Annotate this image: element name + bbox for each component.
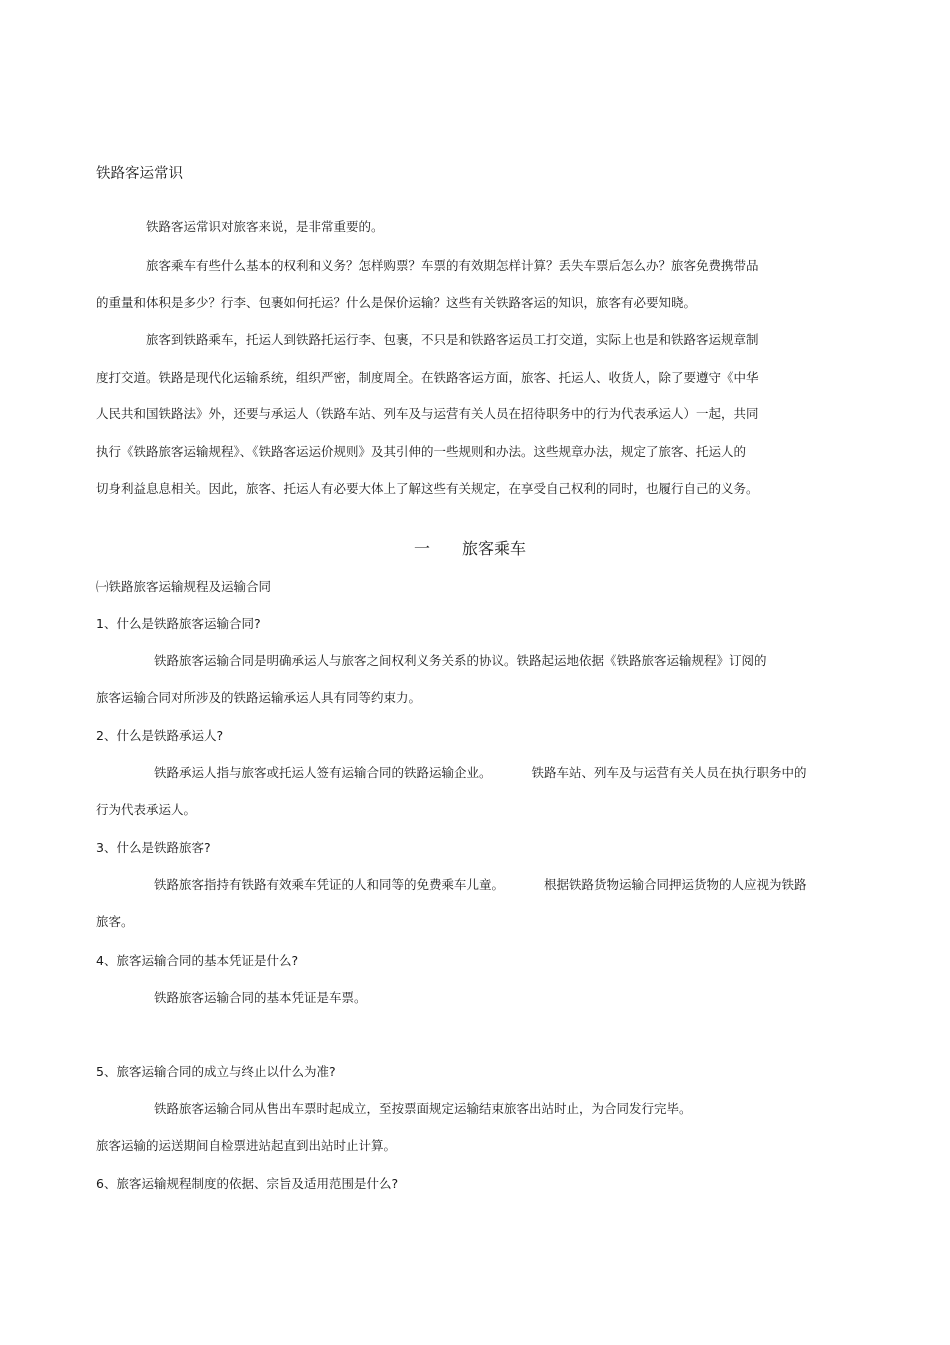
intro-paragraph-3-line-2: 度打交道。铁路是现代化运输系统，组织严密，制度周全。在铁路客运方面，旅客、托运人、收货人，除了要遵守《中华 [96, 370, 759, 385]
intro-paragraph-3-line-5: 切身利益息息相关。因此，旅客、托运人有必要大体上了解这些有关规定，在享受自己权利的同时，也履行自己的义务。 [96, 481, 759, 496]
section-title: 旅客乘车 [462, 539, 527, 558]
intro-paragraph-2-line-2: 的重量和体积是多少？行李、包裹如何托运？什么是保价运输？这些有关铁路客运的知识，旅客有必要知晓。 [96, 295, 697, 310]
document-title: 铁路客运常识 [96, 166, 183, 182]
subsection-heading: ㈠铁路旅客运输规程及运输合同 [96, 579, 272, 594]
answer-1-line-1: 铁路旅客运输合同是明确承运人与旅客之间权利义务关系的协议。铁路起运地依据《铁路旅客运输规程》订阅的 [154, 653, 767, 668]
question-2: 2、什么是铁路承运人? [96, 728, 224, 743]
question-4: 4、旅客运输合同的基本凭证是什么? [96, 953, 299, 968]
section-number: 一 [414, 539, 431, 558]
answer-2-part-1: 铁路承运人指与旅客或托运人签有运输合同的铁路运输企业。 [154, 765, 492, 780]
intro-paragraph-3-line-4: 执行《铁路旅客运输规程》、《铁路客运运价规则》及其引伸的一些规则和办法。这些规章办法，规定了旅客、托运人的 [96, 444, 747, 459]
answer-3-part-2: 根据铁路货物运输合同押运货物的人应视为铁路 [544, 877, 807, 892]
answer-3-line-2: 旅客。 [96, 914, 134, 929]
question-5: 5、旅客运输合同的成立与终止以什么为准? [96, 1064, 336, 1079]
intro-paragraph-3-line-3: 人民共和国铁路法》外，还要与承运人（铁路车站、列车及与运营有关人员在招待职务中的行为代表承运人）一起，共同 [96, 406, 759, 421]
intro-paragraph-1: 铁路客运常识对旅客来说，是非常重要的。 [146, 219, 384, 234]
question-3: 3、什么是铁路旅客? [96, 840, 211, 855]
question-6: 6、旅客运输规程制度的依据、宗旨及适用范围是什么? [96, 1176, 399, 1191]
answer-4: 铁路旅客运输合同的基本凭证是车票。 [154, 990, 367, 1005]
question-1: 1、什么是铁路旅客运输合同? [96, 616, 261, 631]
answer-2-line-2: 行为代表承运人。 [96, 802, 197, 817]
answer-2-part-2: 铁路车站、列车及与运营有关人员在执行职务中的 [531, 765, 807, 780]
intro-paragraph-3-line-1: 旅客到铁路乘车，托运人到铁路托运行李、包裹，不只是和铁路客运员工打交道，实际上也是和铁路客运规章制 [146, 332, 759, 347]
answer-3-part-1: 铁路旅客指持有铁路有效乘车凭证的人和同等的免费乘车儿童。 [154, 877, 505, 892]
answer-5-line-2: 旅客运输的运送期间自检票进站起直到出站时止计算。 [96, 1138, 397, 1153]
intro-paragraph-2-line-1: 旅客乘车有些什么基本的权利和义务？怎样购票？车票的有效期怎样计算？丢失车票后怎么办？旅客免费携带品 [146, 258, 759, 273]
answer-3-line-1 [154, 877, 807, 893]
answer-1-line-2: 旅客运输合同对所涉及的铁路运输承运人具有同等约束力。 [96, 690, 422, 705]
answer-5-line-1: 铁路旅客运输合同从售出车票时起成立，至按票面规定运输结束旅客出站时止，为合同发行完毕。 [154, 1101, 692, 1116]
answer-2-line-1 [154, 765, 807, 781]
